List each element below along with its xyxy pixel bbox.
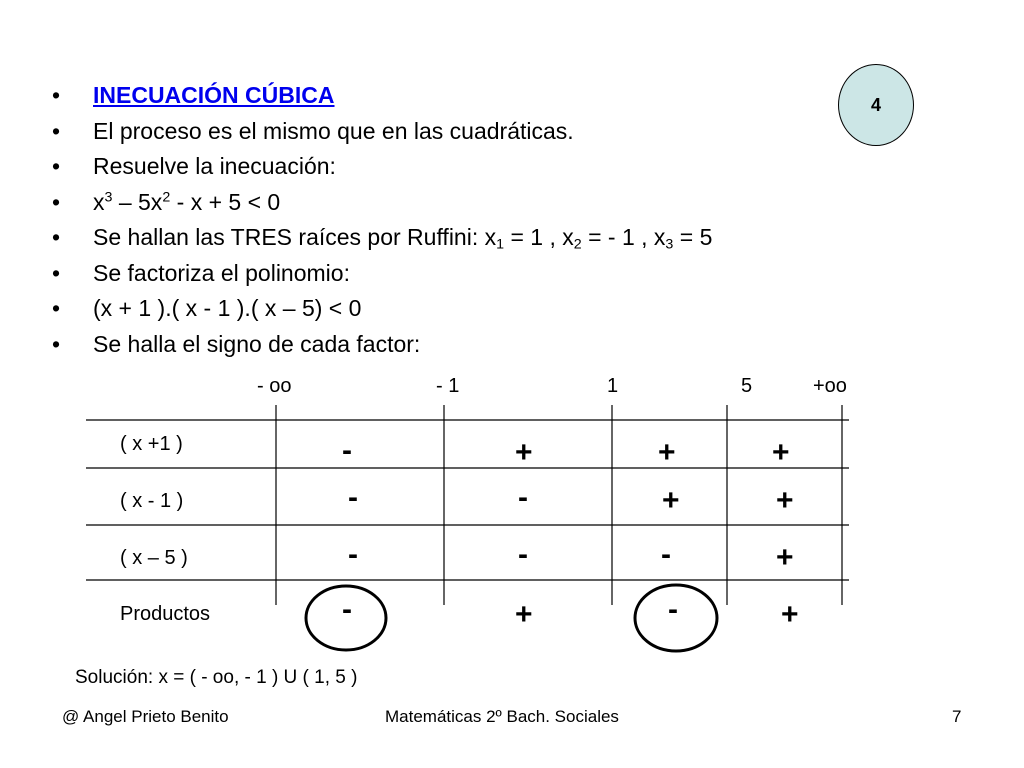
bullet-marker: •: [52, 330, 61, 357]
bullet-marker: •: [52, 188, 61, 215]
factored-inequality: (x + 1 ).( x - 1 ).( x – 5) < 0: [93, 295, 362, 321]
interval-label-plus-infinity: +oo: [813, 375, 847, 397]
footer-page-number: 7: [952, 707, 962, 726]
solution-text: Solución: x = ( - oo, - 1 ) U ( 1, 5 ): [75, 667, 358, 688]
bullet-marker: •: [52, 259, 61, 286]
bullet-marker: •: [52, 153, 61, 179]
bullet-marker: •: [52, 224, 61, 250]
bullet-marker: •: [52, 295, 61, 321]
products-label: Productos: [120, 603, 211, 625]
product-sign-cell: -: [668, 593, 678, 626]
sign-cell: +: [515, 436, 533, 469]
factor-label-x-minus-5: ( x – 5 ): [120, 547, 188, 569]
sign-cell: +: [776, 541, 794, 574]
factor-label-x-minus-1: ( x - 1 ): [120, 490, 184, 512]
interval-label-minus-one: - 1: [436, 375, 460, 397]
bullet-text: Se factoriza el polinomio:: [93, 259, 350, 286]
sign-cell: -: [342, 434, 352, 467]
bullet-text: El proceso es el mismo que en las cuadráticas.: [93, 117, 574, 144]
interval-label-one: 1: [607, 375, 619, 397]
sign-cell: +: [776, 484, 794, 517]
bullet-text: Se halla el signo de cada factor:: [93, 330, 421, 357]
bullet-text: Resuelve la inecuación:: [93, 153, 336, 179]
inequality-expression: $x^3 - 5x^2 - x + 5 < 0$: [93, 188, 281, 215]
factor-label-x-plus-1: ( x +1 ): [120, 433, 183, 455]
interval-label-minus-infinity: - oo: [257, 375, 292, 397]
sign-cell: -: [518, 538, 528, 571]
product-sign-cell: -: [342, 593, 352, 626]
footer-course: Matemáticas 2º Bach. Sociales: [385, 707, 619, 726]
bullet-marker: •: [52, 117, 61, 144]
sign-cell: -: [661, 538, 671, 571]
product-sign-cell: +: [515, 598, 533, 631]
sign-cell: +: [658, 436, 676, 469]
sign-cell: -: [348, 481, 358, 514]
roots-text: Se hallan las TRES raíces por Ruffini: $x_1 = 1$ , $x_2$ = - 1 , $x_3 = 5$: [93, 224, 713, 253]
sign-cell: +: [662, 484, 680, 517]
sign-cell: -: [518, 481, 528, 514]
interval-label-five: 5: [741, 375, 753, 397]
sign-cell: -: [348, 538, 358, 571]
product-sign-cell: +: [781, 598, 799, 631]
slide-number-label: 4: [870, 94, 881, 115]
bullet-marker: •: [52, 82, 61, 108]
footer-author: @ Angel Prieto Benito: [62, 707, 229, 726]
heading-link[interactable]: INECUACIÓN CÚBICA: [93, 82, 335, 108]
sign-cell: +: [772, 436, 790, 469]
